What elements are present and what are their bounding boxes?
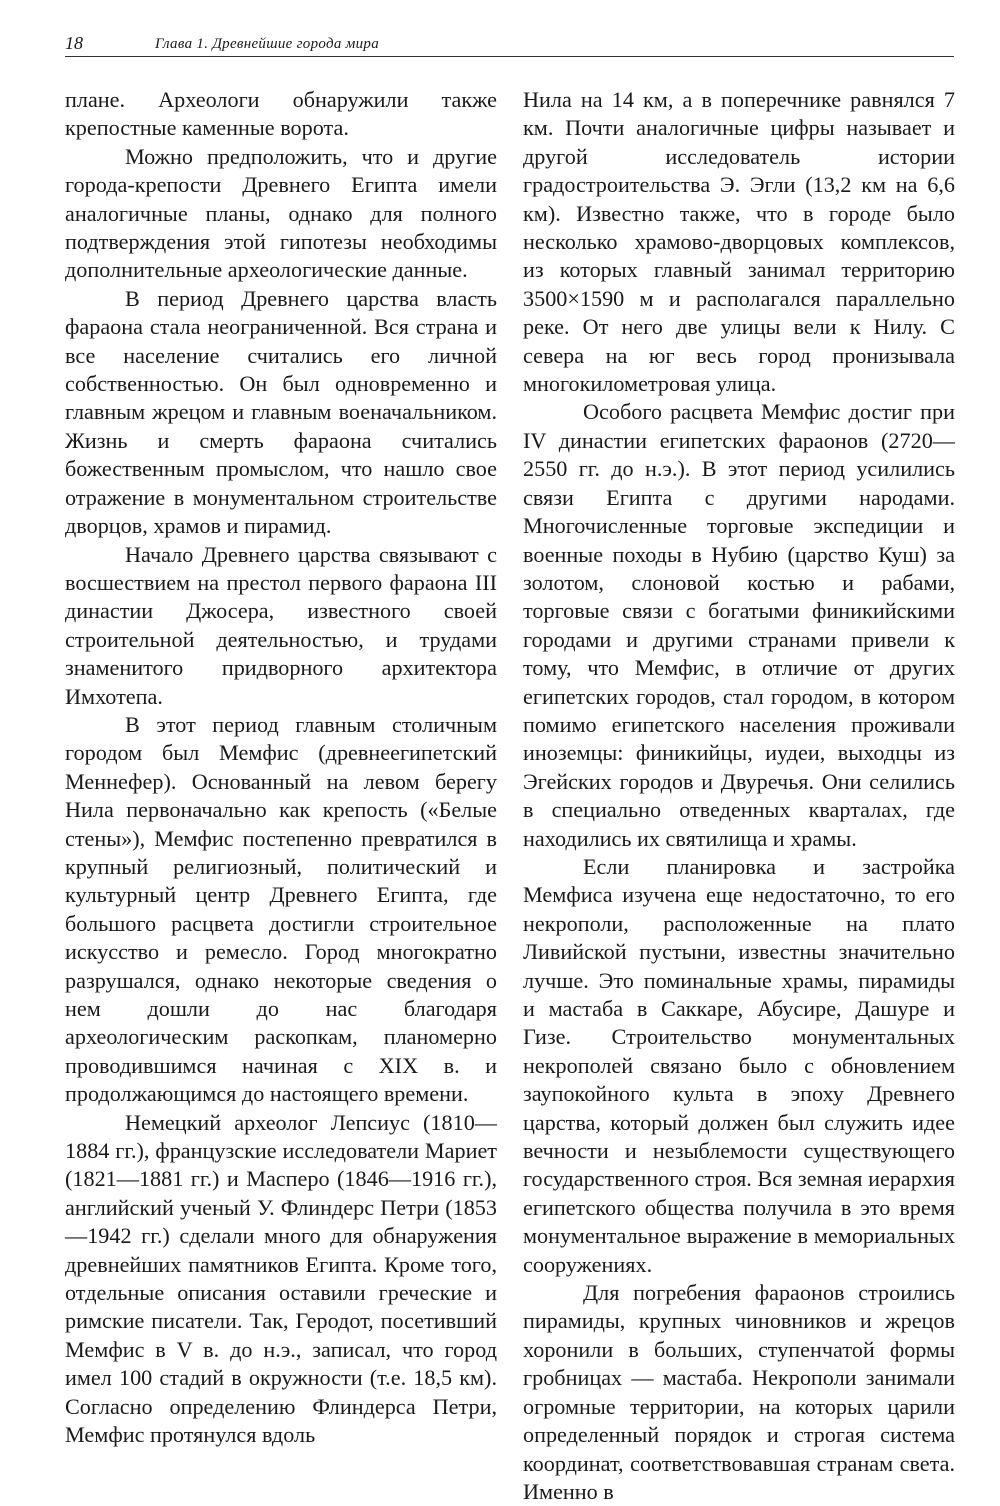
paragraph: Немецкий археолог Лепсиус (1810—1884 гг.), французские исследователи Мариет (1821—1881 гг.) и Масперо (1846—1916 гг.), английский ученый У. Флиндерс Петри (1853—1942 гг.) сделали много для обнаружения древнейших памятников Египта. Кроме того, отдельные описания оставили греческие и римские писатели. Так, Геродот, посетивший Мемфис в V в. до н.э., записал, что город имел 100 стадий в окружности (т.е. 18,5 км). Согласно определению Флиндерса Петри, Мемфис протянулся вдоль bbox=[65, 1109, 497, 1448]
right-column bbox=[523, 86, 955, 1506]
paragraph: Особого расцвета Мемфис достиг при IV династии египетских фараонов (2720—2550 гг. до н.э.). В этот период усилились связи Египта с другими народами. Многочисленные торговые экспедиции и военные походы в Нубию (царство Куш) за золотом, слоновой костью и рабами, торговые связи с богатыми финикийскими городами и другими странами привели к тому, что Мемфис, в отличие от других египетских городов, стал городом, в котором помимо египетского населения проживали иноземцы: финикийцы, иудеи, выходцы из Эгейских городов и Двуречья. Они селились в специально отведенных кварталах, где находились их святилища и храмы. bbox=[523, 399, 955, 851]
page-header bbox=[65, 30, 954, 57]
paragraph: Можно предположить, что и другие города-крепости Древнего Египта имели аналогичные планы, однако для полного подтверждения этой гипотезы необходимы дополнительные археологические данные. bbox=[65, 143, 497, 283]
paragraph: Для погребения фараонов строились пирамиды, крупных чиновников и жрецов хоронили в больших, ступенчатой формы гробницах — мастаба. Некрополи занимали огромные территории, на которых царили определенный порядок и строгая система координат, соответствовавшая странам света. Именно в bbox=[523, 1280, 955, 1504]
paragraph: плане. Археологи обнаружили также крепостные каменные ворота. bbox=[65, 87, 497, 141]
left-column bbox=[65, 86, 497, 1450]
paragraph: Начало Древнего царства связывают с восшествием на престол первого фараона III династии Джосера, известного своей строительной деятельностью, и трудами знаменитого придворного архитектора Имхотепа. bbox=[65, 541, 497, 709]
paragraph: В период Древнего царства власть фараона стала неограниченной. Вся страна и все население считались его личной собственностью. Он был одновременно и главным жрецом и главным военачальником. Жизнь и смерть фараона считались божественным промыслом, что нашло свое отражение в монументальном строительстве дворцов, храмов и пирамид. bbox=[65, 285, 497, 539]
paragraph: Нила на 14 км, а в поперечнике равнялся 7 км. Почти аналогичные цифры называет и другой исследователь истории градостроительства Э. Эгли (13,2 км на 6,6 км). Известно также, что в городе было несколько храмово-дворцовых комплексов, из которых главный занимал территорию 3500×1590 м и располагался параллельно реке. От него две улицы вели к Нилу. С севера на юг весь город пронизывала многокилометровая улица. bbox=[523, 87, 955, 397]
running-head: Глава 1. Древнейшие города мира bbox=[155, 36, 380, 52]
paragraph: В этот период главным столичным городом был Мемфис (древнеегипетский Меннефер). Основанный на левом берегу Нила первоначально как крепость («Белые стены»), Мемфис постепенно превратился в крупный религиозный, политический и культурный центр Древнего Египта, где большого расцвета достигли строительное искусство и ремесло. Город многократно разрушался, однако некоторые сведения о нем дошли до нас благодаря археологическим раскопкам, планомерно проводившимся начиная с XIX в. и продолжающимся до настоящего времени. bbox=[65, 711, 497, 1107]
paragraph: Если планировка и застройка Мемфиса изучена еще недостаточно, то его некрополи, расположенные на плато Ливийской пустыни, известны значительно лучше. Это поминальные храмы, пирамиды и мастаба в Саккаре, Абусире, Дашуре и Гизе. Строительство монументальных некрополей связано было с обновлением заупокойного культа в эпоху Древнего царства, который должен был служить идее вечности и незыблемости существующего государственного строя. Вся земная иерархия египетского общества получила в это время монументальное выражение в мемориальных сооружениях. bbox=[523, 853, 955, 1277]
page-number: 18 bbox=[65, 33, 83, 53]
